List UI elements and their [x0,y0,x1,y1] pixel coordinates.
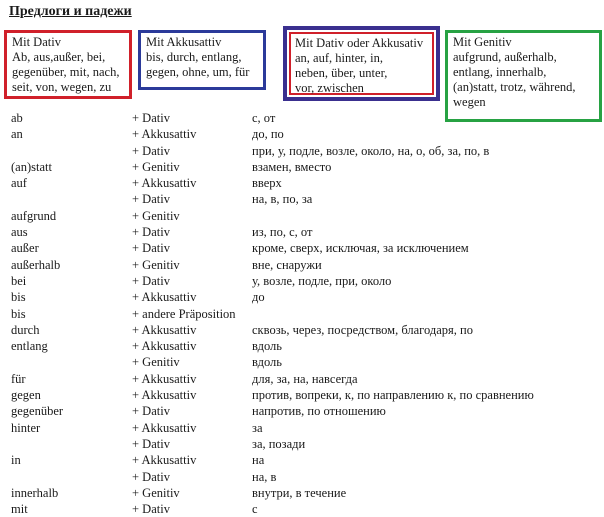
case-cell: + Akkusattiv [132,322,197,337]
table-row [0,126,604,142]
table-row [0,159,604,175]
translation-cell: с [252,502,258,517]
table-row [0,257,604,273]
preposition-cell: hinter [11,420,41,435]
dativ-oder-akkusativ-list: an, auf, hinter, in, neben, über, unter, vor, zwischen [295,51,388,95]
genitiv-box-heading: Mit Genitiv [453,35,512,49]
translation-cell: до [252,290,265,305]
translation-cell: с, от [252,111,276,125]
translation-cell: на [252,453,265,468]
dativ-oder-akkusativ-inner-frame [289,32,434,95]
translation-cell: внутри, в течение [252,485,347,500]
preposition-cell: aus [11,225,28,240]
dativ-oder-akkusativ-box [283,26,440,101]
preposition-cell: entlang [11,339,48,354]
table-row [0,175,604,191]
table-row [0,191,604,207]
translation-cell: до, по [252,127,284,142]
table-row [0,143,604,159]
translation-cell: против, вопреки, к, по направлению к, по сравнению [252,388,534,403]
case-cell: + Akkusattiv [132,290,197,305]
table-row [0,403,604,419]
table-row [0,240,604,256]
table-row [0,224,604,240]
translation-cell: для, за, на, навсегда [252,371,358,386]
preposition-cell: an [11,127,23,142]
case-cell: + Genitiv [132,159,180,174]
case-cell: + Akkusattiv [132,453,197,468]
table-row [0,110,604,126]
table-row [0,436,604,452]
case-cell: + Dativ [132,273,170,288]
preposition-cell: gegenüber [11,404,64,419]
table-row [0,338,604,354]
table-row [0,387,604,403]
case-cell: + Genitiv [132,485,180,500]
case-cell: + Akkusattiv [132,420,197,435]
preposition-cell: mit [11,502,28,517]
genitiv-box [445,30,602,122]
case-cell: + Dativ [132,225,170,240]
translation-cell: сквозь, через, посредством, благодаря, по [252,322,473,337]
translation-cell: вдоль [252,355,282,370]
preposition-cell: aufgrund [11,208,57,223]
preposition-cell: durch [11,322,40,337]
akkusativ-box [138,30,266,90]
preposition-cell: bis [11,306,26,321]
table-row [0,469,604,485]
preposition-cell: bei [11,273,27,288]
akkusativ-box-heading: Mit Akkusattiv [146,35,222,49]
akkusativ-box-list: bis, durch, entlang, gegen, ohne, um, für [146,50,250,79]
case-cell: + Akkusattiv [132,339,197,354]
case-cell: + Dativ [132,436,170,451]
translation-cell: вверх [252,176,282,191]
case-cell: + Akkusattiv [132,371,197,386]
case-cell: + Dativ [132,111,170,125]
table-row [0,289,604,305]
preposition-cell: (an)statt [11,159,52,174]
translation-cell: на, в, по, за [252,192,313,207]
preposition-cell: auf [11,176,27,191]
table-row [0,273,604,289]
translation-cell: на, в [252,469,277,484]
table-row [0,322,604,338]
dativ-box-list: Ab, aus,außer, bei, gegenüber, mit, nach, seit, von, wegen, zu [12,50,120,94]
table-row [0,420,604,436]
table-row [0,208,604,224]
preposition-cell: bis [11,290,26,305]
case-cell: + Dativ [132,469,170,484]
case-cell: + Dativ [132,192,170,207]
case-cell: + Dativ [132,241,170,256]
translation-cell: кроме, сверх, исключая, за исключением [252,241,469,256]
case-cell: + Akkusattiv [132,127,197,142]
case-cell: + Genitiv [132,208,180,223]
case-cell: + andere Präposition [132,306,236,321]
page-title: Предлоги и падежи [9,4,132,19]
translation-cell: вне, снаружи [252,257,322,272]
translation-cell: взамен, вместо [252,159,332,174]
preposition-cell: für [11,371,26,386]
table-row [0,354,604,370]
table-row [0,501,604,517]
genitiv-box-list: aufgrund, außerhalb, entlang, innerhalb, (an)statt, trotz, während, wegen [453,50,576,109]
table-row [0,306,604,322]
dativ-box [4,30,132,99]
preposition-cell: innerhalb [11,485,59,500]
table-row [0,371,604,387]
case-cell: + Dativ [132,404,170,419]
preposition-cell: ab [11,111,23,125]
case-cell: + Akkusattiv [132,176,197,191]
translation-cell: из, по, с, от [252,225,313,240]
translation-cell: за [252,420,263,435]
translation-cell: вдоль [252,339,282,354]
dativ-oder-akkusativ-heading: Mit Dativ oder Akkusativ [295,36,424,50]
case-cell: + Genitiv [132,355,180,370]
translation-cell: у, возле, подле, при, около [252,273,392,288]
case-cell: + Dativ [132,143,170,158]
translation-cell: за, позади [252,436,306,451]
dativ-box-heading: Mit Dativ [12,35,61,49]
translation-cell: напротив, по отношению [252,404,386,419]
preposition-cell: außer [11,241,39,256]
preposition-cell: außerhalb [11,257,61,272]
case-cell: + Dativ [132,502,170,517]
case-cell: + Genitiv [132,257,180,272]
case-cell: + Akkusattiv [132,388,197,403]
translation-cell: при, у, подле, возле, около, на, о, об, за, по, в [252,143,490,158]
preposition-cell: gegen [11,388,41,403]
preposition-table [0,110,604,517]
table-row [0,452,604,468]
table-row [0,485,604,501]
preposition-cell: in [11,453,21,468]
